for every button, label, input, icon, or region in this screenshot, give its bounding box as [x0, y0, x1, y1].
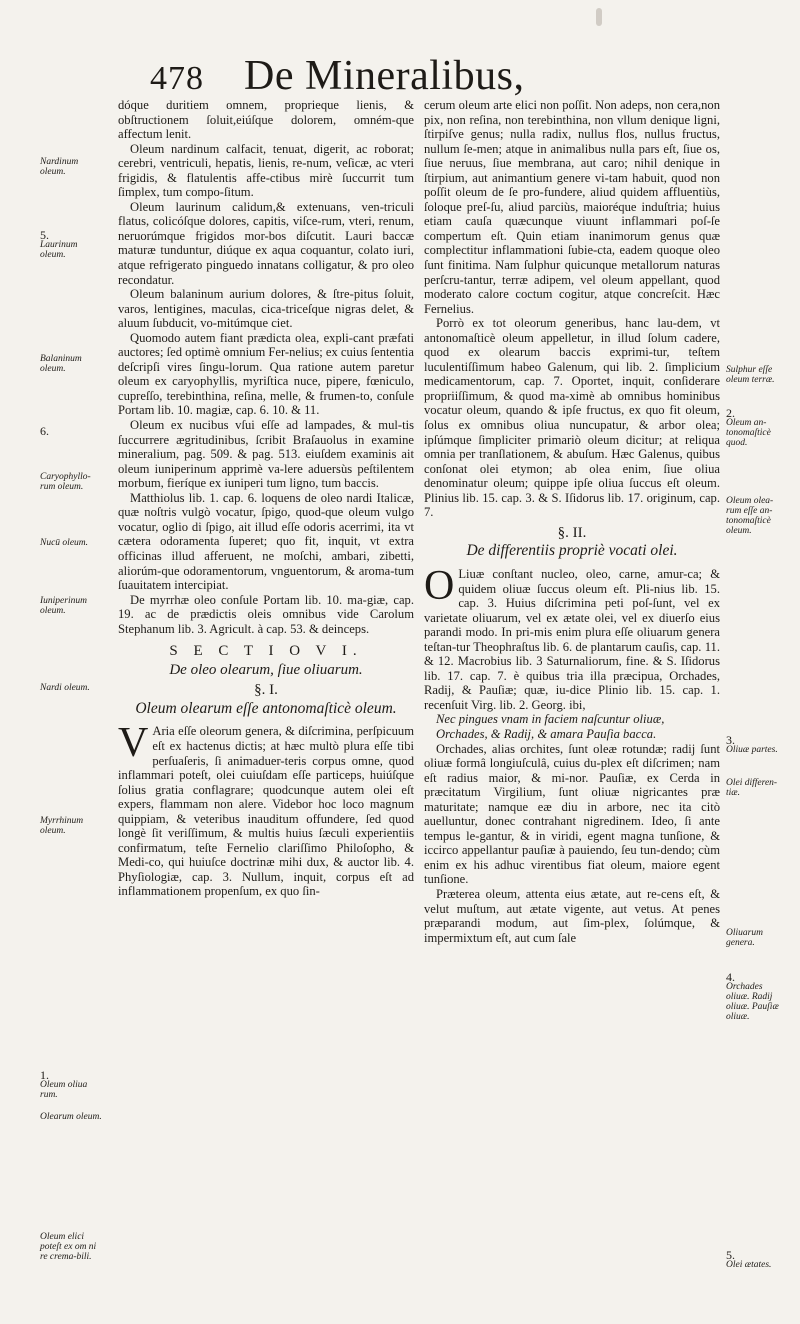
margin-note: 5. Laurinum oleum.: [40, 230, 102, 260]
margin-number: 3.: [726, 733, 735, 747]
paragraph: [424, 562, 720, 712]
paragraph: Oleum laurinum calidum,& extenuans, ven-triculi flatus, colicóſque dolores, capitis, viſce-rum, vteri, renum, neruorúmque frigidos mor-bos diſcutit. Lauri baccæ maturæ tunduntur, diúque ex aqua coquantur, colato iuri, atque refrigerato pinguedo innatans colligatur, & pro oleo recondatur.: [118, 199, 414, 287]
margin-number: 6.: [40, 424, 49, 438]
paragraph: Oleum nardinum calfacit, tenuat, digerit, ac roborat; cerebri, ventriculi, hepatis, lienis, re-num, veſicæ, ac vteri frigidis, & flatulentis affe-ctibus mirè ſuccurrit tum ſimplex, tum compo-ſitum.: [118, 141, 414, 200]
margin-note: 5. Olei ætates.: [726, 1250, 788, 1270]
paragraph-text: Aria eſſe oleorum genera, & diſcrimina, perſpicuum eſt ex hactenus dictis; at hæc multò plura eſſe tibi perſuaſeris, ſi animaduer-teris corpus omne, quod inflammari poteſt, olei cuiuſdam eſſe particeps, huiúſque ſolius gratia conflagrare; quodcunque autem olei eſt expers, flammam non alere. Videbor hoc loco magnum quippiam, & veteribus inauditum offundere, ſed quod longè ſit veriſſimum, & multis huius ſæculi experientiis confirmatum, teſte Fernelio clariſſimo Philoſopho, & Medi-co, qui huiuſce doctrinæ mihi dux, & auctor lib. 4. Phyſiologiæ, cap. 3. Nullum, inquit, corpus eſt ad inflammationem propenſum, ex quo ſin-: [118, 724, 414, 899]
paragraph: Quomodo autem fiant prædicta olea, expli-cant præfati auctores; ſed optimè omnium Fer-nelius; ex cuius ſententia deſcripſi vires ſingu-lorum. Qua ratione autem paretur oleum ex caryophyllis, myriſtica nuce, pipere, fœniculo, cupreſſo, terebinthina, reſina, melle, & frumen-to, conſule Portam lib. 10. magiæ, cap. 6. 10. & 11.: [118, 330, 414, 418]
section-title: S E C T I O V I.: [169, 643, 363, 660]
margin-note: Oliuarum genera.: [726, 928, 763, 948]
margin-number: 1.: [40, 1068, 49, 1082]
page-mark: [596, 8, 602, 26]
margin-note: Balaninum oleum.: [40, 354, 82, 374]
right-column: [424, 98, 720, 945]
margin-note: Iuniperinum oleum.: [40, 596, 87, 616]
page-number: 478: [150, 60, 204, 97]
paragraph: dóque duritiem omnem, proprieque lienis, & obſtructionem ſoluit,eiúſque dolorem, omném-que affectum lenit.: [118, 98, 414, 142]
paragraph: Matthiolus lib. 1. cap. 6. loquens de oleo nardi Italicæ, quæ noſtris vulgò vocatur, ſpigo, quod-que oleum vulgo vocatur, oglio di ſpigo, ait illud eſſe odoris acerrimi, ita vt cætera odoramenta ſuperet; quo fit, inquit, vt extra officinas illud afferuent, ne moſchi, ambari, zibetti, aliorúm-que odoramentorum, vnguentorum, & aroma-tum ſuauitatem intercipiat.: [118, 490, 414, 593]
margin-number: 5.: [726, 1248, 735, 1262]
paragraph: De myrrhæ oleo conſule Portam lib. 10. ma-giæ, cap. 19. ac de prædictis oleis omnibus vide Carolum Stephanum lib. 3. Agricult. à cap. 53. & deinceps.: [118, 592, 414, 636]
section-heading: De differentiis propriè vocati olei.: [466, 542, 678, 560]
margin-number: 2.: [726, 406, 735, 420]
margin-number: 4.: [726, 970, 735, 984]
margin-note: Sulphur eſſe oleum terræ.: [726, 365, 775, 385]
margin-note: Olei differen-tiæ.: [726, 778, 778, 798]
margin-note: Olearum oleum.: [40, 1112, 102, 1122]
paragraph-text: Liuæ conſtant nucleo, oleo, carne, amur-ca; & quidem oliuæ ſuccus oleum eſt. Pli-nius lib. 15. cap. 3. Huius diſcrimina peti poſ-ſunt, vel ex varietate oliuarum, vel ex ætate olei, vel ex diuerſo eius parandi modo. In pri-mis enim plura eſſe oliuarum genera teſtan-tur Theophraſtus lib. 6. de plantarum cauſis, cap. 11. & 12. Macrobius lib. 3 Saturnaliorum, fine. & S. Iſidorus lib. 17. cap. 7. è quibus tria illa præcipua, Orchades, Radij, & Pauſiæ; quæ, iu-dice Plinio lib. 15. cap. 1. recenſuit Virg. lib. 2. Georg. ibi,: [424, 566, 720, 712]
margin-note: Caryophyllo-rum oleum.: [40, 472, 91, 492]
margin-note: 4. Orchades oliuæ. Radij oliuæ. Pauſiæ oliuæ.: [726, 972, 788, 1022]
paragraph: Oleum ex nucibus vſui eſſe ad lampades, & mul-tis ſuccurrere ægritudinibus, ſcribit Braſauolus in examine mineralium, pag. 509. & pag. 513. eiuſdem examinis ait oleum iuniperinum apprimè va-lere aduersùs peſtilentem morbum, fieríque ex iuniperi tum ligno, tum baccis.: [118, 418, 414, 491]
margin-note: Nucū oleum.: [40, 538, 89, 548]
margin-note: Nardinum oleum.: [40, 157, 79, 177]
paragraph: cerum oleum arte elici non poſſit. Non adeps, non cera,non pix, non reſina, non terebinthina, non vllum denique ligni, ſtirpiſve genus; nulla radix, nullus flos, nullus fructus, nullum ſe-men; atque in animalibus nulla pars eſt, ſiue os, ſiue neruus, ſiue membrana, aut caro; nihil denique in ſtirpium, aut animantium genere vi-tam habuit, quod non poſſit oleum de ſe pro-fundere, aliud quidem affluentiùs, ſoloque preſ-ſu, aliud parciùs, maioréque induſtria; huius etiam cauſa quæcunque viuunt inflammari poſ-ſe compertum eſt. Quin etiam inanimorum genus quæ complectitur inflammationi ſubie-cta, eadem quoque oleo ſunt finitima. Nam ſulphur quicunque metallorum naturas perſcru-tantur, terræ adipem, vel oleum appellant, quod moderato calore coctum cogitur, atque concreſcit. Hæc Fernelius.: [424, 98, 720, 316]
margin-note: [40, 426, 102, 436]
margin-note: Oleum olea-rum eſſe an-tonomaſticè oleum.: [726, 496, 774, 536]
margin-note: 3. Oliuæ partes.: [726, 735, 788, 755]
verse-line: Nec pingues vnam in faciem naſcuntur oliuæ,: [436, 712, 665, 727]
margin-note: 1. Oleum oliua rum.: [40, 1070, 102, 1100]
paragraph-mark: §. II.: [557, 524, 587, 541]
drop-cap: O: [424, 562, 455, 609]
margin-number: 5.: [40, 228, 49, 242]
paragraph-mark: §. I.: [254, 682, 278, 699]
left-column: [118, 98, 414, 899]
drop-cap: V: [118, 720, 149, 767]
margin-note: Myrrhinum oleum.: [40, 816, 84, 836]
margin-note: 2. Oleum an-tonomaſticè quod.: [726, 408, 788, 448]
verse-line: Orchades, & Radij, & amara Pauſia bacca.: [436, 726, 657, 741]
page-header: [150, 52, 770, 100]
paragraph: [118, 720, 414, 899]
margin-note: Oleum elici poteſt ex om ni re crema-bili.: [40, 1232, 97, 1262]
section-heading: Oleum olearum eſſe antonomaſticè oleum.: [135, 699, 397, 717]
running-head: De Mineralibus,: [244, 53, 525, 99]
paragraph: Oleum balaninum aurium dolores, & ſtre-pitus ſoluit, varos, lentigines, maculas, cica-triceſque nigras delet, & aluum ſubducit, vo-mitúmque ciet.: [118, 287, 414, 331]
paragraph: Porrò ex tot oleorum generibus, hanc lau-dem, vt antonomaſticè oleum appelletur, in illud ſolum cadere, quod ex olearum baccis exprimi-tur, teſtem luculentiſſimum habeo Galenum, qui lib. 2. ſimplicium medicamentorum, cap. 7. Oportet, inquit, conſiderare propriiſſimum, & quod ma-ximè ab omnibus hominibus vocatur oleum, quando & ipſe fructus, ex quo fit oleum, ſolus ex omnibus oliua nuncupatur, & arbor olea; ipſúmque ſimpliciter primariò oleum dicitur; at reliqua omnia per tranſlationem, & abuſum. Hæc Galenus, quibus conſonat olei etymon; ab olea enim, ſiue oliua denominatur oleum; quippe ipſe oliua ſuccus eſt oleum. Plinius lib. 15. cap. 3. & S. Iſidorus lib. 17. originum, cap. 7.: [424, 316, 720, 520]
paragraph: Orchades, alias orchites, ſunt oleæ rotundæ; radij ſunt oliuæ formâ longiuſculâ, cuius du-plex eſt diſcrimen; nam eſt radius maior, & mi-nor. Pauſiæ, ex Cerda in præcitatum Virgilium, ſunt oliuæ nigricantes præ maturitate; namque eæ diu in arbore, nec ita citò auelluntur, donec contrahant nigredinem. Ideo, ſi ante tempus le-gantur, & in viridi, egent magna tunſione, & iccirco appellantur pauſiæ à pauiendo, ſeu tun-dendo; cùm enim ex his adhuc virentibus fiat oleum, maiore egent tunſione.: [424, 741, 720, 887]
paragraph: Præterea oleum, attenta eius ætate, aut re-cens eſt, & velut muſtum, aut ætate vigente, aut vetus. At penes præparandi modum, aut ſim-plex, ſolúmque, & impermixtum eſt, aut cum ſale: [424, 886, 720, 945]
margin-note: Nardi oleum.: [40, 683, 90, 693]
section-subtitle: De oleo olearum, ſiue oliuarum.: [169, 661, 363, 678]
